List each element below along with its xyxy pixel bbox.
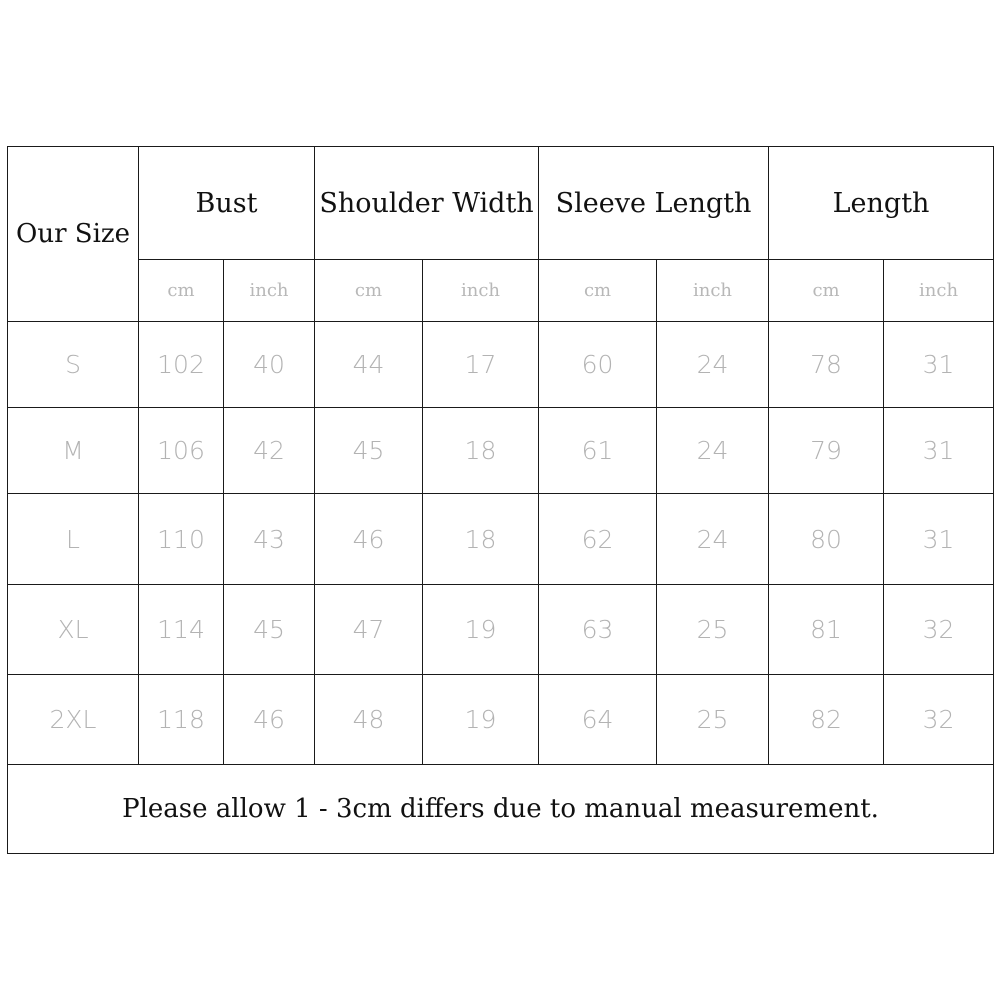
table-cell: 45 bbox=[315, 408, 423, 494]
length-cm-header: cm bbox=[769, 260, 884, 322]
table-cell: 106 bbox=[139, 408, 224, 494]
table-cell: 46 bbox=[224, 674, 315, 764]
sleeve-length-header: Sleeve Length bbox=[539, 147, 769, 260]
table-cell: 42 bbox=[224, 408, 315, 494]
table-row-xl bbox=[8, 584, 994, 674]
size-label: S bbox=[8, 322, 139, 408]
table-cell: 64 bbox=[539, 674, 657, 764]
table-cell: 79 bbox=[769, 408, 884, 494]
table-cell: 32 bbox=[884, 674, 994, 764]
table-cell: 63 bbox=[539, 584, 657, 674]
table-cell: 24 bbox=[657, 494, 769, 584]
table-cell: 82 bbox=[769, 674, 884, 764]
table-cell: 31 bbox=[884, 408, 994, 494]
table-cell: 61 bbox=[539, 408, 657, 494]
shoulder-width-inch-header: inch bbox=[423, 260, 539, 322]
table-cell: 114 bbox=[139, 584, 224, 674]
table-cell: 19 bbox=[423, 674, 539, 764]
length-inch-header: inch bbox=[884, 260, 994, 322]
table-cell: 47 bbox=[315, 584, 423, 674]
table-cell: 81 bbox=[769, 584, 884, 674]
bust-header: Bust bbox=[139, 147, 315, 260]
table-cell: 40 bbox=[224, 322, 315, 408]
size-label: L bbox=[8, 494, 139, 584]
table-cell: 60 bbox=[539, 322, 657, 408]
table-cell: 19 bbox=[423, 584, 539, 674]
table-cell: 45 bbox=[224, 584, 315, 674]
measurement-note: Please allow 1 - 3cm differs due to manual measurement. bbox=[8, 764, 994, 853]
table-cell: 62 bbox=[539, 494, 657, 584]
table-cell: 18 bbox=[423, 408, 539, 494]
table-row-m bbox=[8, 408, 994, 494]
size-label: M bbox=[8, 408, 139, 494]
table-cell: 46 bbox=[315, 494, 423, 584]
table-cell: 24 bbox=[657, 322, 769, 408]
sleeve-length-cm-header: cm bbox=[539, 260, 657, 322]
length-header: Length bbox=[769, 147, 994, 260]
bust-cm-header: cm bbox=[139, 260, 224, 322]
table-row-s bbox=[8, 322, 994, 408]
table-row-2xl bbox=[8, 674, 994, 764]
table-cell: 102 bbox=[139, 322, 224, 408]
size-label: XL bbox=[8, 584, 139, 674]
table-cell: 44 bbox=[315, 322, 423, 408]
shoulder-width-header: Shoulder Width bbox=[315, 147, 539, 260]
table-cell: 18 bbox=[423, 494, 539, 584]
table-cell: 78 bbox=[769, 322, 884, 408]
table-cell: 80 bbox=[769, 494, 884, 584]
table-cell: 48 bbox=[315, 674, 423, 764]
table-cell: 31 bbox=[884, 322, 994, 408]
bust-inch-header: inch bbox=[224, 260, 315, 322]
our-size-header: Our Size bbox=[8, 147, 139, 322]
table-cell: 31 bbox=[884, 494, 994, 584]
table-row-l bbox=[8, 494, 994, 584]
sleeve-length-inch-header: inch bbox=[657, 260, 769, 322]
table-cell: 110 bbox=[139, 494, 224, 584]
table-cell: 17 bbox=[423, 322, 539, 408]
table-cell: 43 bbox=[224, 494, 315, 584]
table-cell: 25 bbox=[657, 584, 769, 674]
table-cell: 24 bbox=[657, 408, 769, 494]
size-label: 2XL bbox=[8, 674, 139, 764]
table-cell: 25 bbox=[657, 674, 769, 764]
shoulder-width-cm-header: cm bbox=[315, 260, 423, 322]
table-cell: 118 bbox=[139, 674, 224, 764]
table-cell: 32 bbox=[884, 584, 994, 674]
size-chart-table bbox=[7, 146, 994, 854]
